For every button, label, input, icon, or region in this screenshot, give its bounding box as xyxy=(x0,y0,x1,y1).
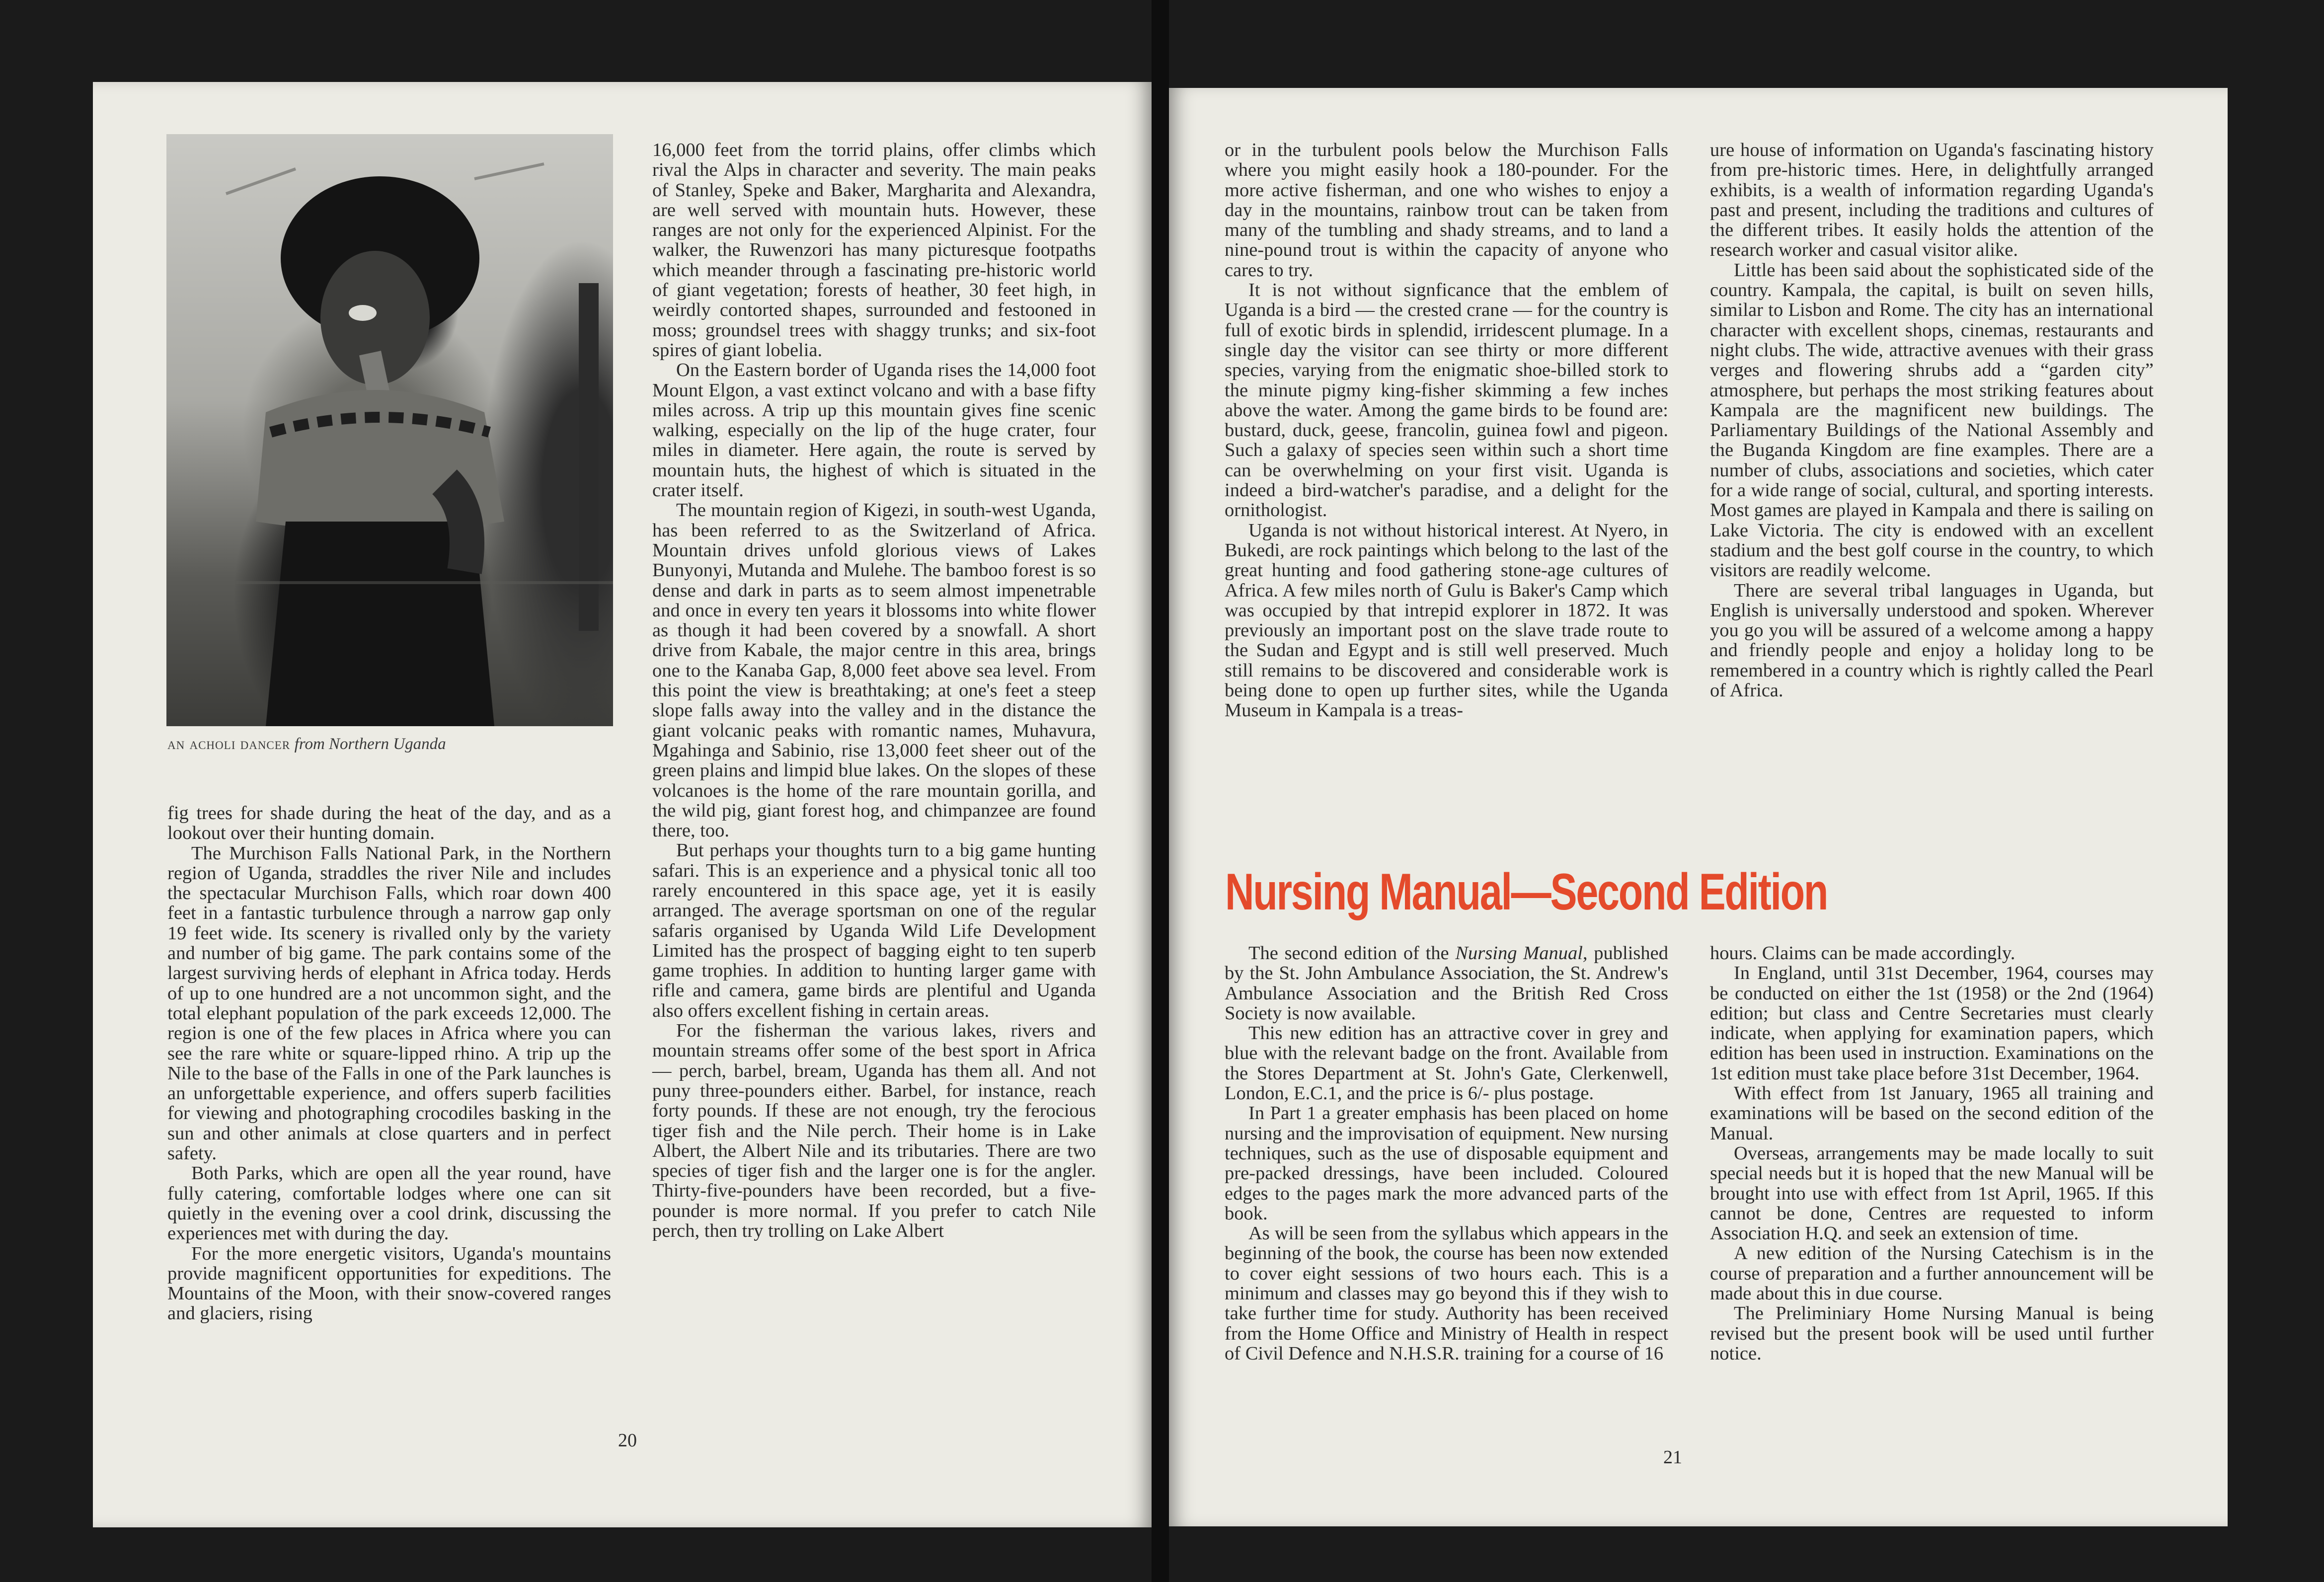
photo-figure-illustration xyxy=(166,134,613,726)
paragraph: Little has been said about the sophisticated side of the country. Kampala, the capital, is built on seven hills, similar to Lisbon and Rome. The city has an international character with excellent shops, cinemas, restaurants and night clubs. The wide, attractive avenues with their grass verges and flowering shrubs add a “garden city” atmosphere, but perhaps the most striking features about Kampala are the magnificent new buildings. The Parliamentary Buildings of the National Assembly and the Buganda Kingdom are fine examples. There are a number of clubs, associations and societies, which cater for a wide range of social, cultural, and sporting interests. Most games are played in Kampala and there is sailing on Lake Victoria. The city is endowed with an excellent stadium and the best golf course in the country, to which visitors are readily welcome. xyxy=(1710,259,2154,581)
paragraph: For the more energetic visitors, Uganda's mountains provide magnificent opportunities for expeditions. The Mountains of the Moon, with their snow-covered ranges and glaciers, rising xyxy=(167,1243,611,1324)
paragraph: or in the turbulent pools below the Murchison Falls where you might easily hook a 180-pounder. For the more active fisherman, and one who wishes to enjoy a day in the mountains, rainbow trout can be taken from many of the tumbling and shady streams, and to land a nine-pound trout is within the capacity of anyone who cares to try. xyxy=(1225,140,1668,281)
left-column-b xyxy=(652,140,1096,1241)
left-page xyxy=(93,82,1152,1527)
paragraph: There are several tribal languages in Uganda, but English is universally understood and spoken. Wherever you go you will be assured of a welcome among a happy and friendly people and enjoy a holiday long to be remembered in a country which is rightly called the Pearl of Africa. xyxy=(1710,580,2154,701)
manual-title: Nursing Manual, xyxy=(1455,943,1588,964)
paragraph: A new edition of the Nursing Catechism is in the course of preparation and a further announcement will be made about this in due course. xyxy=(1710,1243,2154,1304)
paragraph: The mountain region of Kigezi, in south-west Uganda, has been referred to as the Switzerland of Africa. Mountain drives unfold glorious views of Lakes Bunyonyi, Mutanda and Mulehe. The bamboo forest is so dense and dark in parts as to seem almost impenetrable and once in every ten years it blossoms into white flower as though it had been covered by a snowfall. A short drive from Kabale, the major centre in this area, brings one to the Kanaba Gap, 8,000 feet above sea level. From this point the view is breathtaking; at one's feet a steep slope falls away into the valley and in the distance the giant volcanic peaks with romantic names, Muhavura, Mgahinga and Sabinio, rise 13,000 feet sheer out of the green plains and limpid blue lakes. On the slopes of these volcanoes is the home of the rare mountain gorilla, and the wild pig, giant forest hog, and chimpanzee are found there, too. xyxy=(652,500,1096,841)
right-column-a xyxy=(1225,140,1668,721)
paragraph: In Part 1 a greater emphasis has been placed on home nursing and the improvisation of equipment. New nursing techniques, such as the use of disposable equipment and pre-packed dressings, have been included. Coloured edges to the pages mark the more advanced parts of the book. xyxy=(1225,1103,1668,1224)
article-headline: Nursing Manual—Second Edition xyxy=(1225,863,1828,921)
paragraph: This new edition has an attractive cover in grey and blue with the relevant badge on the front. Available from the Stores Department at St. John's Gate, Clerkenwell, London, E.C.1, and the price is 6/- plus postage. xyxy=(1225,1023,1668,1104)
paragraph: Overseas, arrangements may be made locally to suit special needs but it is hoped that the new Manual will be brought into use with effect from 1st April, 1965. If this cannot be done, Centres are requested to inform Association H.Q. and seek an extension of time. xyxy=(1710,1142,2154,1244)
paragraph: ure house of information on Uganda's fascinating history from pre-historic times. Here, in delightfully arranged exhibits, is a wealth of information regarding Uganda's past and present, including the traditions and cultures of the different tribes. It easily holds the attention of the research worker and casual visitor alike. xyxy=(1710,140,2154,261)
paragraph: On the Eastern border of Uganda rises the 14,000 foot Mount Elgon, a vast extinct volcano and with a base fifty miles across. A trip up this mountain gives fine scenic walking, especially on the lip of the huge crater, four miles in diameter. Here again, the route is served by mountain huts, the highest of which is situated in the crater itself. xyxy=(652,360,1096,501)
intro-text-before: The second edition of the xyxy=(1248,943,1456,964)
article-column-a xyxy=(1225,943,1668,1363)
photo-caption-location: from Northern Uganda xyxy=(294,735,446,753)
book-gutter xyxy=(1152,0,1169,1582)
paragraph: The Murchison Falls National Park, in the Northern region of Uganda, straddles the river Nile and includes the spectacular Murchison Falls, which roar down 400 feet in a fantastic turbulence through a narrow gap only 19 feet wide. Its scenery is rivalled only by the variety and number of big game. The park contains some of the largest surviving herds of elephant in Africa today. Herds of up to one hundred are a not uncommon sight, and the total elephant population of the park exceeds 12,000. The region is one of the few places in Africa where you can see the rare white or square-lipped rhino. A trip up the Nile to the base of the Falls in one of the Park launches is an unforgettable experience, and offers superb facilities for viewing and photographing crocodiles basking in the sun and other animals at close quarters and in perfect safety. xyxy=(167,842,611,1164)
page-number-left: 20 xyxy=(618,1430,637,1451)
paragraph: With effect from 1st January, 1965 all training and examinations will be based on the second edition of the Manual. xyxy=(1710,1083,2154,1144)
paragraph: The Preliminiary Home Nursing Manual is being revised but the present book will be used until further notice. xyxy=(1710,1303,2154,1364)
paragraph: hours. Claims can be made accordingly. xyxy=(1710,943,2015,964)
paragraph: As will be seen from the syllabus which appears in the beginning of the book, the course has been now extended to cover eight sessions of two hours each. This is a minimum and classes may go beyond this if they wish to take further time for study. Authority has been received from the Home Office and Ministry of Health in respect of Civil Defence and N.H.S.R. training for a course of 16 xyxy=(1225,1223,1668,1364)
article-column-b xyxy=(1710,943,2154,1363)
paragraph: Both Parks, which are open all the year round, have fully catering, comfortable lodges where one can sit quietly in the evening over a cool drink, discussing the experiences met with during the day. xyxy=(167,1163,611,1244)
left-column-a xyxy=(167,803,611,1324)
right-column-b xyxy=(1710,140,2154,700)
page-number-right: 21 xyxy=(1663,1447,1682,1468)
paragraph: For the fisherman the various lakes, rivers and mountain streams offer some of the best sport in Africa — perch, barbel, bream, Uganda has them all. And not puny three-pounders either. Barbel, for instance, reach forty pounds. If these are not enough, try the ferocious tiger fish and the Nile perch. Their home is in Lake Albert, the Albert Nile and its tributaries. There are two species of tiger fish and the larger one is for the angler. Thirty-five-pounders have been recorded, but a five-pounder is more normal. If you prefer to catch Nile perch, then try trolling on Lake Albert xyxy=(652,1020,1096,1242)
paragraph: 16,000 feet from the torrid plains, offer climbs which rival the Alps in character and severity. The main peaks of Stanley, Speke and Baker, Margharita and Alexandra, are well served with mountain huts. However, these ranges are not only for the experienced Alpinist. For the walker, the Ruwenzori has many picturesque footpaths which meander through a fascinating pre-historic world of giant vegetation; forests of heather, 30 feet high, in weirdly contorted shapes, surrounded and festooned in moss; groundsel trees with shaggy trunks; and six-foot spires of giant lobelia. xyxy=(652,140,1096,361)
paragraph: In England, until 31st December, 1964, courses may be conducted on either the 1st (1958) or the 2nd (1964) edition; but class and Centre Secretaries must clearly indicate, when applying for examination papers, which edition has been used in instruction. Examinations on the 1st edition must take place before 31st December, 1964. xyxy=(1710,963,2154,1084)
right-page xyxy=(1169,88,2228,1526)
paragraph: But perhaps your thoughts turn to a big game hunting safari. This is an experience and a physical tonic all too rarely encountered in this space age, yet it is easily arranged. The average sportsman on one of the regular safaris organised by Uganda Wild Life Development Limited has the prospect of bagging eight to ten superb game trophies. In addition to hunting larger game with rifle and camera, game birds are plentiful and Uganda also offers excellent fishing in certain areas. xyxy=(652,840,1096,1021)
paragraph: Uganda is not without historical interest. At Nyero, in Bukedi, are rock paintings which belong to the last of the great hunting and food gathering stone-age cultures of Africa. A few miles north of Gulu is Baker's Camp which was occupied by that intrepid explorer in 1872. It was previously an important post on the slave trade route to the Sudan and Egypt and is still well preserved. Much still remains to be discovered and considerable work is being done to open up further sites, while the Uganda Museum in Kampala is a treas- xyxy=(1225,520,1668,721)
photo-caption-prefix: an acholi dancer xyxy=(167,735,291,753)
photo-caption xyxy=(167,735,611,753)
paragraph: fig trees for shade during the heat of the day, and as a lookout over their hunting domain. xyxy=(167,803,611,844)
article-intro-paragraph xyxy=(1225,943,1668,1023)
paragraph: It is not without signficance that the emblem of Uganda is a bird — the crested crane — for the country is full of exotic birds in splendid, irridescent plumage. In a single day the visitor can see thirty or more different species, varying from the enigmatic shoe-billed stork to the minute pigmy king-fisher skimming a few inches above the water. Among the game birds to be found are: bustard, duck, geese, francolin, guinea fowl and pigeon. Such a galaxy of species seen within such a short time can be overwhelming on your first visit. Uganda is indeed a bird-watcher's paradise, and a delight for the ornithologist. xyxy=(1225,280,1668,521)
intro-text-after: published by the St. John Ambulance Association, the St. Andrew's Ambulance Association and the British Red Cross Society is now available. xyxy=(1225,943,1668,1024)
acholi-dancer-photo xyxy=(166,134,613,726)
